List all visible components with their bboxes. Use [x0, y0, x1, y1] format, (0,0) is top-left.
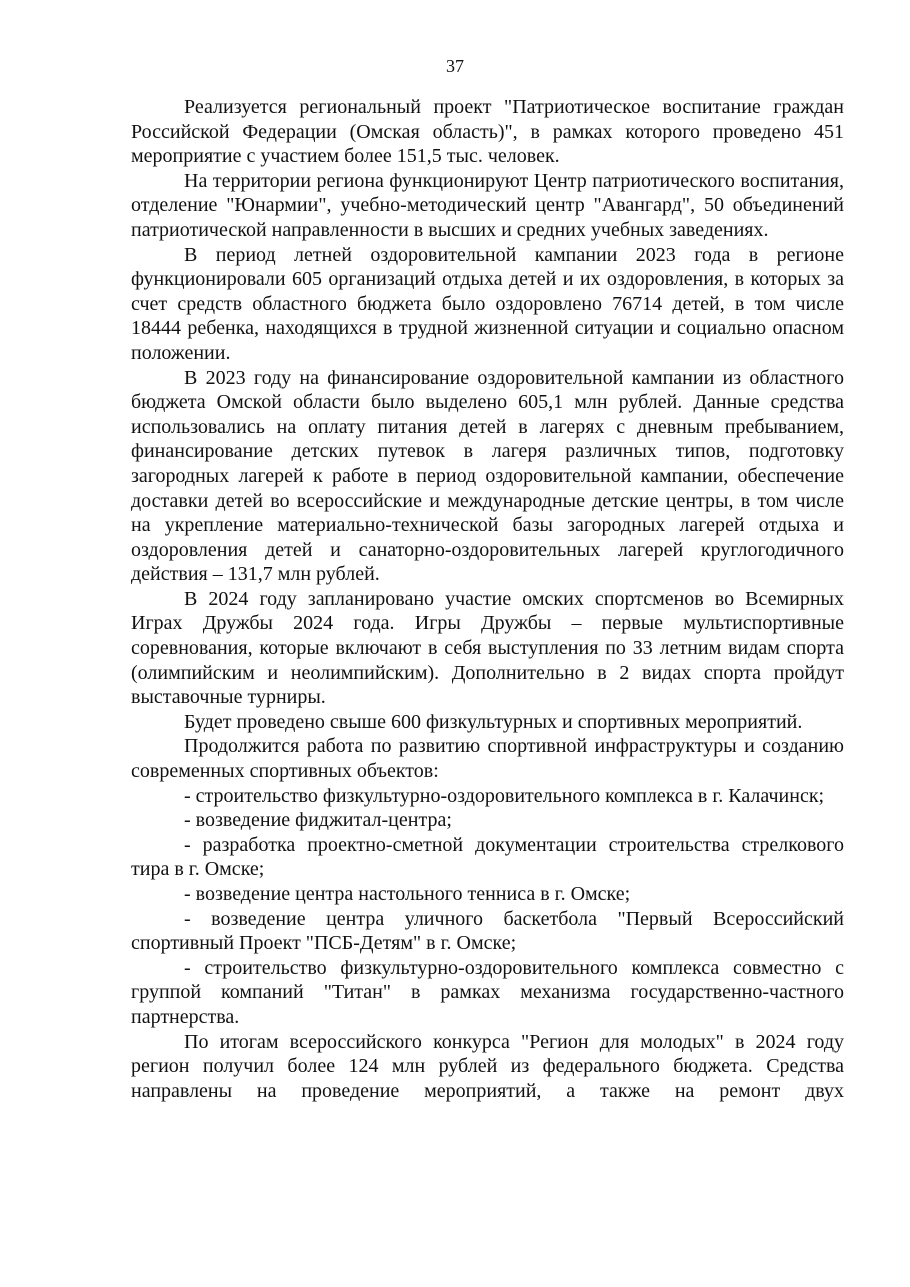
list-item-phygital-center: - возведение фиджитал-центра;	[184, 809, 452, 832]
paragraph-patriotic-centers: На территории региона функционируют Центр патриотического воспитания, отделение "Юнармии", учебно-методический центр "Авангард", 50 объединений патриотической направленности в высших и средних учебных заведениях.	[131, 169, 844, 241]
paragraph-summer-campaign: В период летней оздоровительной кампании 2023 года в регионе функционировали 605 организаций отдыха детей и их оздоровления, в которых за счет средств областного бюджета было оздоровлено 76714 детей, в том числе 18444 ребенка, находящихся в трудной жизненной ситуации и социально опасном положении.	[131, 243, 844, 364]
list-item-kalachinsk-complex: - строительство физкультурно-оздоровительного комплекса в г. Калачинск;	[184, 784, 825, 807]
paragraph-patriotic-project: Реализуется региональный проект "Патриотическое воспитание граждан Российской Федерации (Омская область)", в рамках которого проведено 451 мероприятие с участием более 151,5 тыс. человек.	[131, 96, 844, 168]
list-item-table-tennis-center: - возведение центра настольного тенниса в г. Омске;	[184, 883, 631, 905]
page-number: 37	[446, 56, 464, 76]
paragraph-friendship-games: В 2024 году запланировано участие омских спортсменов во Всемирных Играх Дружбы 2024 года. Игры Дружбы – первые мультиспортивные соревнования, которые включают в себя выступления по 33 летним видам спорта (олимпийским и неолимпийским). Дополнительно в 2 видах спорта пройдут выставочные турниры.	[131, 587, 844, 709]
list-item-titan-complex: - строительство физкультурно-оздоровительного комплекса совместно с группой компаний "Титан" в рамках механизма государственно-частного партнерства.	[131, 956, 844, 1028]
document-body	[131, 95, 844, 1103]
list-item-shooting-range: - разработка проектно-сметной документации строительства стрелкового тира в г. Омске;	[131, 833, 844, 881]
paragraph-sport-events: Будет проведено свыше 600 физкультурных и спортивных мероприятий.	[184, 710, 803, 733]
paragraph-region-for-youth: По итогам всероссийского конкурса "Регион для молодых" в 2024 году регион получил более 124 млн рублей из федерального бюджета. Средства направлены на проведение мероприятий, а также на ремонт двух	[131, 1030, 844, 1102]
paragraph-sport-infrastructure: Продолжится работа по развитию спортивной инфраструктуры и созданию современных спортивных объектов:	[131, 735, 844, 783]
paragraph-campaign-financing: В 2023 году на финансирование оздоровительной кампании из областного бюджета Омской области было выделено 605,1 млн рублей. Данные средства использовались на оплату питания детей в лагерях с дневным пребыванием, финансирование детских путевок в лагеря различных типов, подготовку загородных лагерей к работе в период оздоровительной кампании, обеспечение доставки детей во всероссийские и международные детские центры, в том числе на укрепление материально-технической базы загородных лагерей отдыха и оздоровления детей и санаторно-оздоровительных лагерей круглогодичного действия – 131,7 млн рублей.	[131, 366, 844, 586]
list-item-street-basketball-center: - возведение центра уличного баскетбола "Первый Всероссийский спортивный Проект "ПСБ-Детям" в г. Омске;	[131, 907, 844, 955]
